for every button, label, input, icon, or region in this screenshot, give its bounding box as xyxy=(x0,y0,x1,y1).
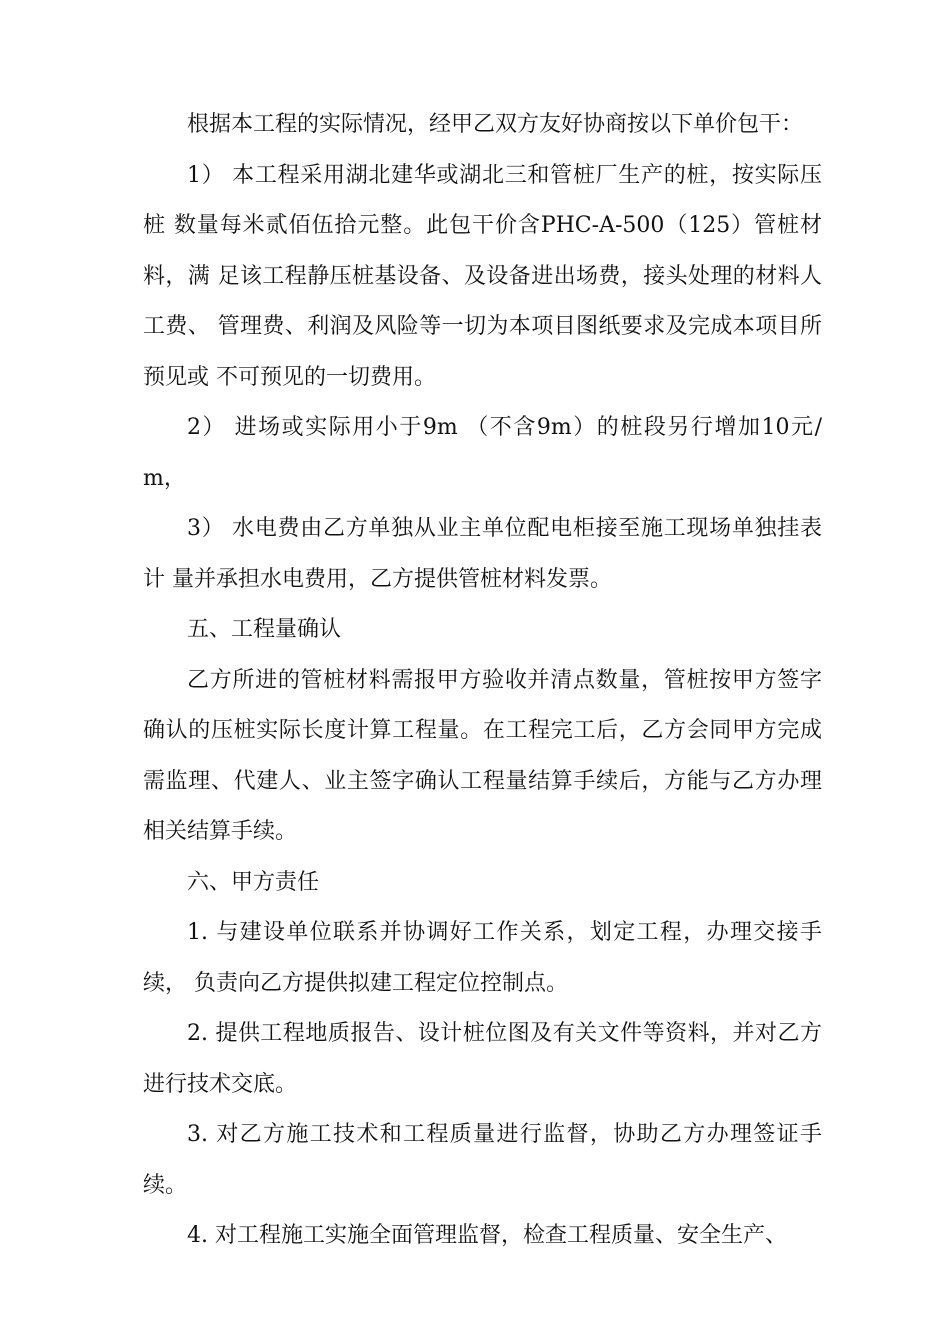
paragraph-unit-price-intro: 根据本工程的实际情况，经甲乙双方友好协商按以下单价包干： xyxy=(187,112,804,137)
paragraph-clause-3: 3） 水电费由乙方单独从业主单位配电柜接至施工现场单独挂表计 量并承担水电费用，乙方提供管桩材料发票。 xyxy=(143,516,822,592)
paragraph-duty-1: 1. 与建设单位联系并协调好工作关系，划定工程，办理交接手续， 负责向乙方提供拟建工程定位控制点。 xyxy=(143,920,822,996)
paragraph-duty-2: 2. 提供工程地质报告、设计桩位图及有关文件等资料，并对乙方进行技术交底。 xyxy=(143,1021,822,1097)
paragraph-clause-1: 1） 本工程采用湖北建华或湖北三和管桩厂生产的桩，按实际压桩 数量每米贰佰伍拾元整。此包干价含PHC-A-500（125）管桩材料，满 足该工程静压桩基设备、及设备进出场费，接头处理的材料人工费、 管理费、利润及风险等一切为本项目图纸要求及完成本项目所预见或 不可预见的一切费用。 xyxy=(143,162,822,390)
paragraph-duty-3: 3. 对乙方施工技术和工程质量进行监督，协助乙方办理签证手续。 xyxy=(143,1122,822,1198)
paragraph-duty-4: 4. 对工程施工实施全面管理监督，检查工程质量、安全生产、 xyxy=(187,1223,787,1248)
paragraph-clause-2: 2） 进场或实际用小于9m （不含9m）的桩段另行增加10元/m， xyxy=(143,415,822,491)
paragraph-quantity-confirmation: 乙方所进的管桩材料需报甲方验收并清点数量，管桩按甲方签字确认的压桩实际长度计算工程量。在工程完工后，乙方会同甲方完成需监理、代建人、业主签字确认工程量结算手续后，方能与乙方办理相关结算手续。 xyxy=(143,667,822,844)
section-heading-quantity-confirmation: 五、工程量确认 xyxy=(187,617,342,642)
section-heading-party-a-duties: 六、甲方责任 xyxy=(187,869,320,895)
